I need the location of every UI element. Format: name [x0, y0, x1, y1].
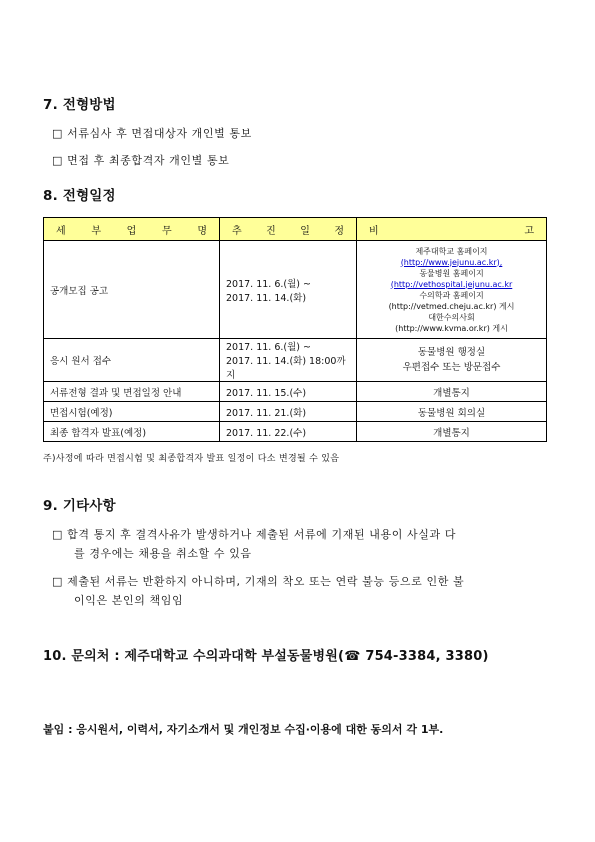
task-cell: 응시 원서 접수 — [44, 339, 220, 382]
section-8-title: 8. 전형일정 — [43, 188, 116, 204]
note-cell: 제주대학교 홈페이지 (http://www.jejunu.ac.kr), 동물병원 홈페이지 (http://vethospital.jejunu.ac.kr 수의학과 홈페이지 (http://vetmed.cheju.ac.kr) 게시 대한수의사회 (http://www.kvma.or.kr) 게시 — [357, 241, 547, 339]
date-cell: 2017. 11. 21.(화) — [220, 402, 357, 422]
attachment-note: 붙임 : 응시원서, 이력서, 자기소개서 및 개인정보 수집·이용에 대한 동의서 각 1부. — [43, 723, 444, 736]
date-cell: 2017. 11. 6.(월) ~ 2017. 11. 14.(화) — [220, 241, 357, 339]
note-cell: 개별통지 — [357, 422, 547, 442]
vethospital-link[interactable]: (http://vethospital.jejunu.ac.kr — [390, 279, 513, 289]
table-row — [44, 382, 547, 402]
jejunu-link[interactable]: (http://www.jejunu.ac.kr), — [400, 257, 503, 267]
section-9-item-2: □ 제출된 서류는 반환하지 아니하며, 기재의 착오 또는 연락 불능 등으로 인한 불 이익은 본인의 책임임 — [52, 575, 465, 607]
table-row — [44, 241, 547, 339]
note-cell: 동물병원 행정실 우편접수 또는 방문접수 — [357, 339, 547, 382]
schedule-table — [43, 217, 547, 442]
table-row — [44, 422, 547, 442]
task-cell: 최종 합격자 발표(예정) — [44, 422, 220, 442]
section-7-title: 7. 전형방법 — [43, 97, 116, 113]
header-note: 비 고 — [357, 218, 547, 241]
task-cell: 서류전형 결과 및 면접일정 안내 — [44, 382, 220, 402]
section-9-title: 9. 기타사항 — [43, 498, 116, 514]
task-cell: 면접시험(예정) — [44, 402, 220, 422]
date-cell: 2017. 11. 6.(월) ~ 2017. 11. 14.(화) 18:00까지 — [220, 339, 357, 382]
header-schedule: 추 진 일 정 — [220, 218, 357, 241]
section-9-item-1: □ 합격 통지 후 결격사유가 발생하거나 제출된 서류에 기재된 내용이 사실과 다 를 경우에는 채용을 취소할 수 있음 — [52, 528, 457, 560]
header-task: 세 부 업 무 명 — [44, 218, 220, 241]
section-7-item-1: □ 서류심사 후 면접대상자 개인별 통보 — [52, 127, 252, 140]
schedule-header-row — [44, 218, 547, 241]
note-cell: 개별통지 — [357, 382, 547, 402]
date-cell: 2017. 11. 22.(수) — [220, 422, 357, 442]
section-10-contact: 10. 문의처 : 제주대학교 수의과대학 부설동물병원(☎ 754-3384, 3380) — [43, 649, 489, 664]
date-cell: 2017. 11. 15.(수) — [220, 382, 357, 402]
note-cell: 동물병원 회의실 — [357, 402, 547, 422]
schedule-footnote: 주)사정에 따라 면접시험 및 최종합격자 발표 일정이 다소 변경될 수 있음 — [43, 454, 340, 464]
table-row — [44, 402, 547, 422]
task-cell: 공개모집 공고 — [44, 241, 220, 339]
table-row — [44, 339, 547, 382]
section-7-item-2: □ 면접 후 최종합격자 개인별 통보 — [52, 154, 230, 167]
